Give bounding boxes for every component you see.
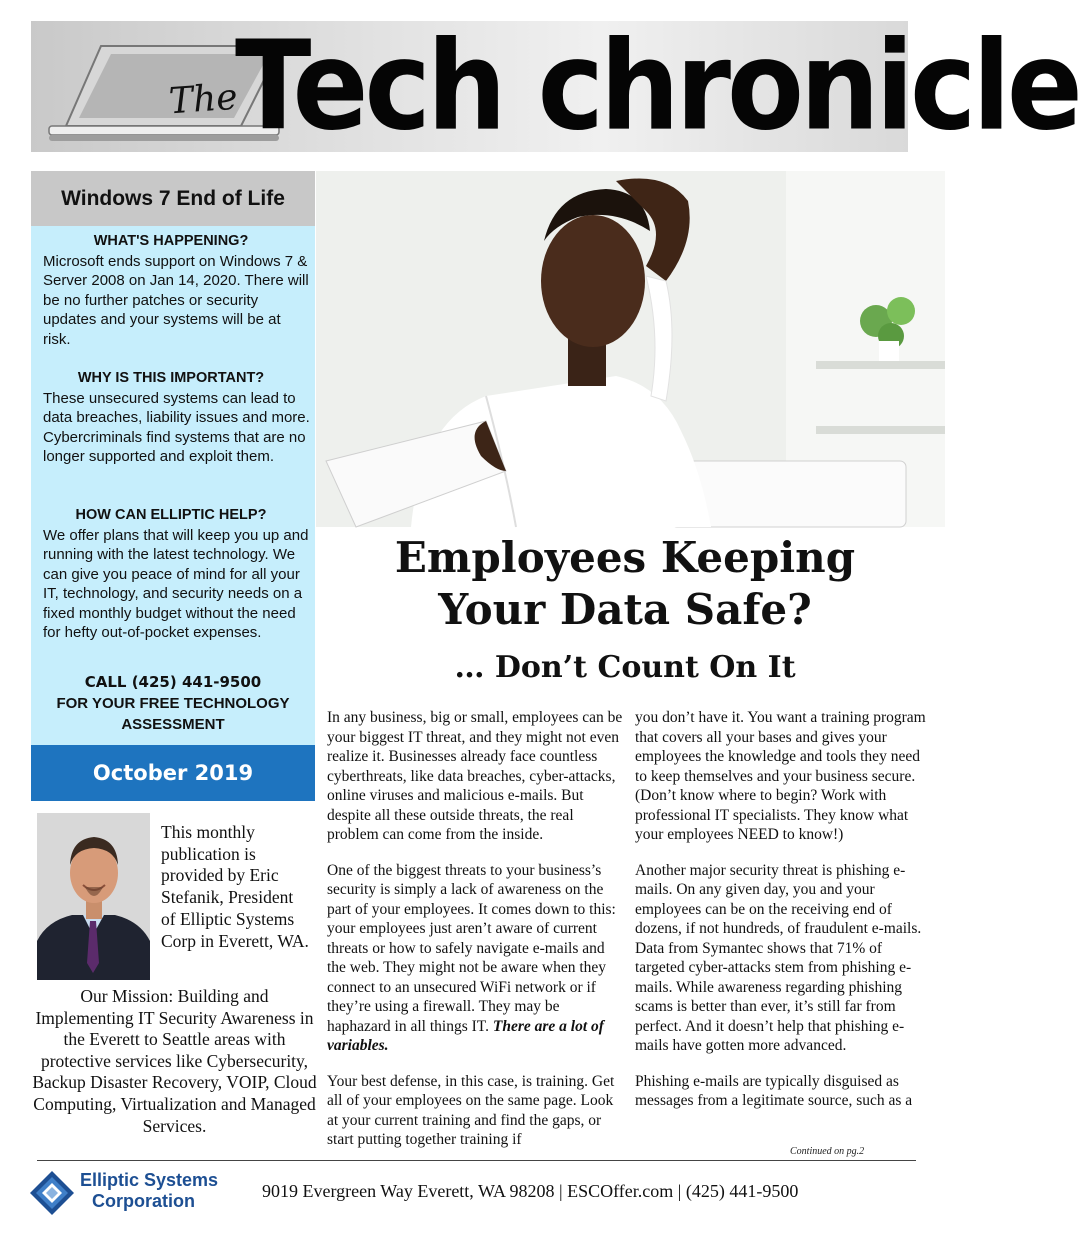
portrait-illustration — [37, 813, 150, 980]
article-column-2 — [635, 708, 931, 1127]
headline-line-2: Your Data Safe? — [438, 585, 812, 634]
publication-note: This monthly publication is provided by Eric Stefanik, President of Elliptic Systems Corp in Everett, WA. — [161, 822, 309, 951]
headline-line-1: Employees Keeping — [394, 533, 856, 582]
logo-line-1: Elliptic Systems — [80, 1170, 219, 1190]
company-logo — [30, 1165, 220, 1215]
masthead-title: Tech chronicle — [235, 15, 1079, 158]
call-to-action — [31, 672, 315, 735]
logo-text — [80, 1170, 218, 1212]
section-why-important — [31, 369, 311, 467]
section-how-help — [31, 506, 311, 643]
mission-statement: Our Mission: Building and Implementing IT Security Awareness in the Everett to Seattle areas with protective services like Cybersecurity, Backup Disaster Recovery, VOIP, Cloud Computing, Virtualization and Managed Services. — [32, 986, 317, 1136]
section-body: These unsecured systems can lead to data breaches, liability issues and more. Cybercriminals find systems that are no longer supported and exploit them. — [43, 389, 310, 465]
article-subhead: … Don’t Count On It — [454, 650, 796, 685]
logo-line-2: Corporation — [92, 1191, 195, 1211]
issue-month: October 2019 — [31, 745, 315, 801]
section-title: WHY IS THIS IMPORTANT? — [77, 370, 265, 386]
section-title: HOW CAN ELLIPTIC HELP? — [75, 507, 267, 523]
paragraph: Another major security threat is phishing e-mails. On any given day, you and your employees can be on the receiving end of dozens, if not hundreds, of fraudulent e-mails. Data from Symantec shows that 71% of targeted cyber-attacks stem from phishing e-mails. While awareness regarding phishing scams is better than ever, it’s still far from perfect. And it doesn’t help that phishing e-mails have gotten more advanced. — [635, 861, 922, 1054]
call-phone[interactable]: CALL (425) 441-9500 — [84, 673, 262, 691]
paragraph-text: One of the biggest threats to your business’s security is simply a lack of awareness on the part of your employees. It comes down to this: your employees just aren’t aware of current threats or how to safely navigate e-mails and the web. They might not be aware when they connect to an unsecured WiFi network or if they’re using a firewall. They may be haphazard in all things IT. — [327, 861, 616, 1035]
call-subtext: FOR YOUR FREE TECHNOLOGY ASSESSMENT — [56, 695, 290, 733]
section-title: WHAT'S HAPPENING? — [93, 233, 249, 249]
hero-photo — [316, 171, 945, 527]
masthead-the: The — [167, 76, 239, 123]
paragraph-emphasis: There are a lot of variables. — [327, 1017, 604, 1054]
sidebar-info-box — [31, 226, 315, 745]
author-portrait — [37, 813, 150, 980]
paragraph: Phishing e-mails are typically disguised as messages from a legitimate source, such as a — [635, 1072, 913, 1109]
paragraph: In any business, big or small, employees can be your biggest IT threat, and they might not even realize it. Businesses already face countless cyberthreats, like data breaches, cyber-attacks, online viruses and malicious e-mails. But despite all these outside threats, the real problem can come from the inside. — [327, 709, 623, 843]
elliptic-logo-icon — [30, 1171, 74, 1215]
section-body: Microsoft ends support on Windows 7 & Server 2008 on Jan 14, 2020. There will be no further patches or security updates and your systems will be at risk. — [43, 252, 309, 348]
section-body: We offer plans that will keep you up and running with the latest technology. We can give you peace of mind for all your IT, technology, and security needs on a fixed monthly budget without the need for hefty out-of-pocket expenses. — [43, 526, 309, 641]
section-whats-happening — [31, 232, 311, 349]
paragraph — [327, 861, 623, 1056]
hero-illustration — [316, 171, 945, 527]
sidebar-heading: Windows 7 End of Life — [31, 171, 315, 226]
masthead — [31, 15, 1079, 158]
footer-contact[interactable]: 9019 Evergreen Way Everett, WA 98208 | ESCOffer.com | (425) 441-9500 — [262, 1181, 799, 1201]
paragraph: you don’t have it. You want a training program that covers all your bases and gives your employees the knowledge and tools they need to keep themselves and your business secure. (Don’t know where to begin? Work with professional IT specialists. They know what your employees NEED to know!) — [635, 709, 926, 843]
footer-divider — [37, 1160, 916, 1161]
article-column-1 — [327, 708, 623, 1166]
article-headline — [330, 532, 920, 636]
continued-note[interactable]: Continued on pg.2 — [790, 1146, 865, 1157]
paragraph: Your best defense, in this case, is training. Get all of your employees on the same page. Look at your current training and find the gaps, or start putting together training if — [327, 1072, 615, 1148]
